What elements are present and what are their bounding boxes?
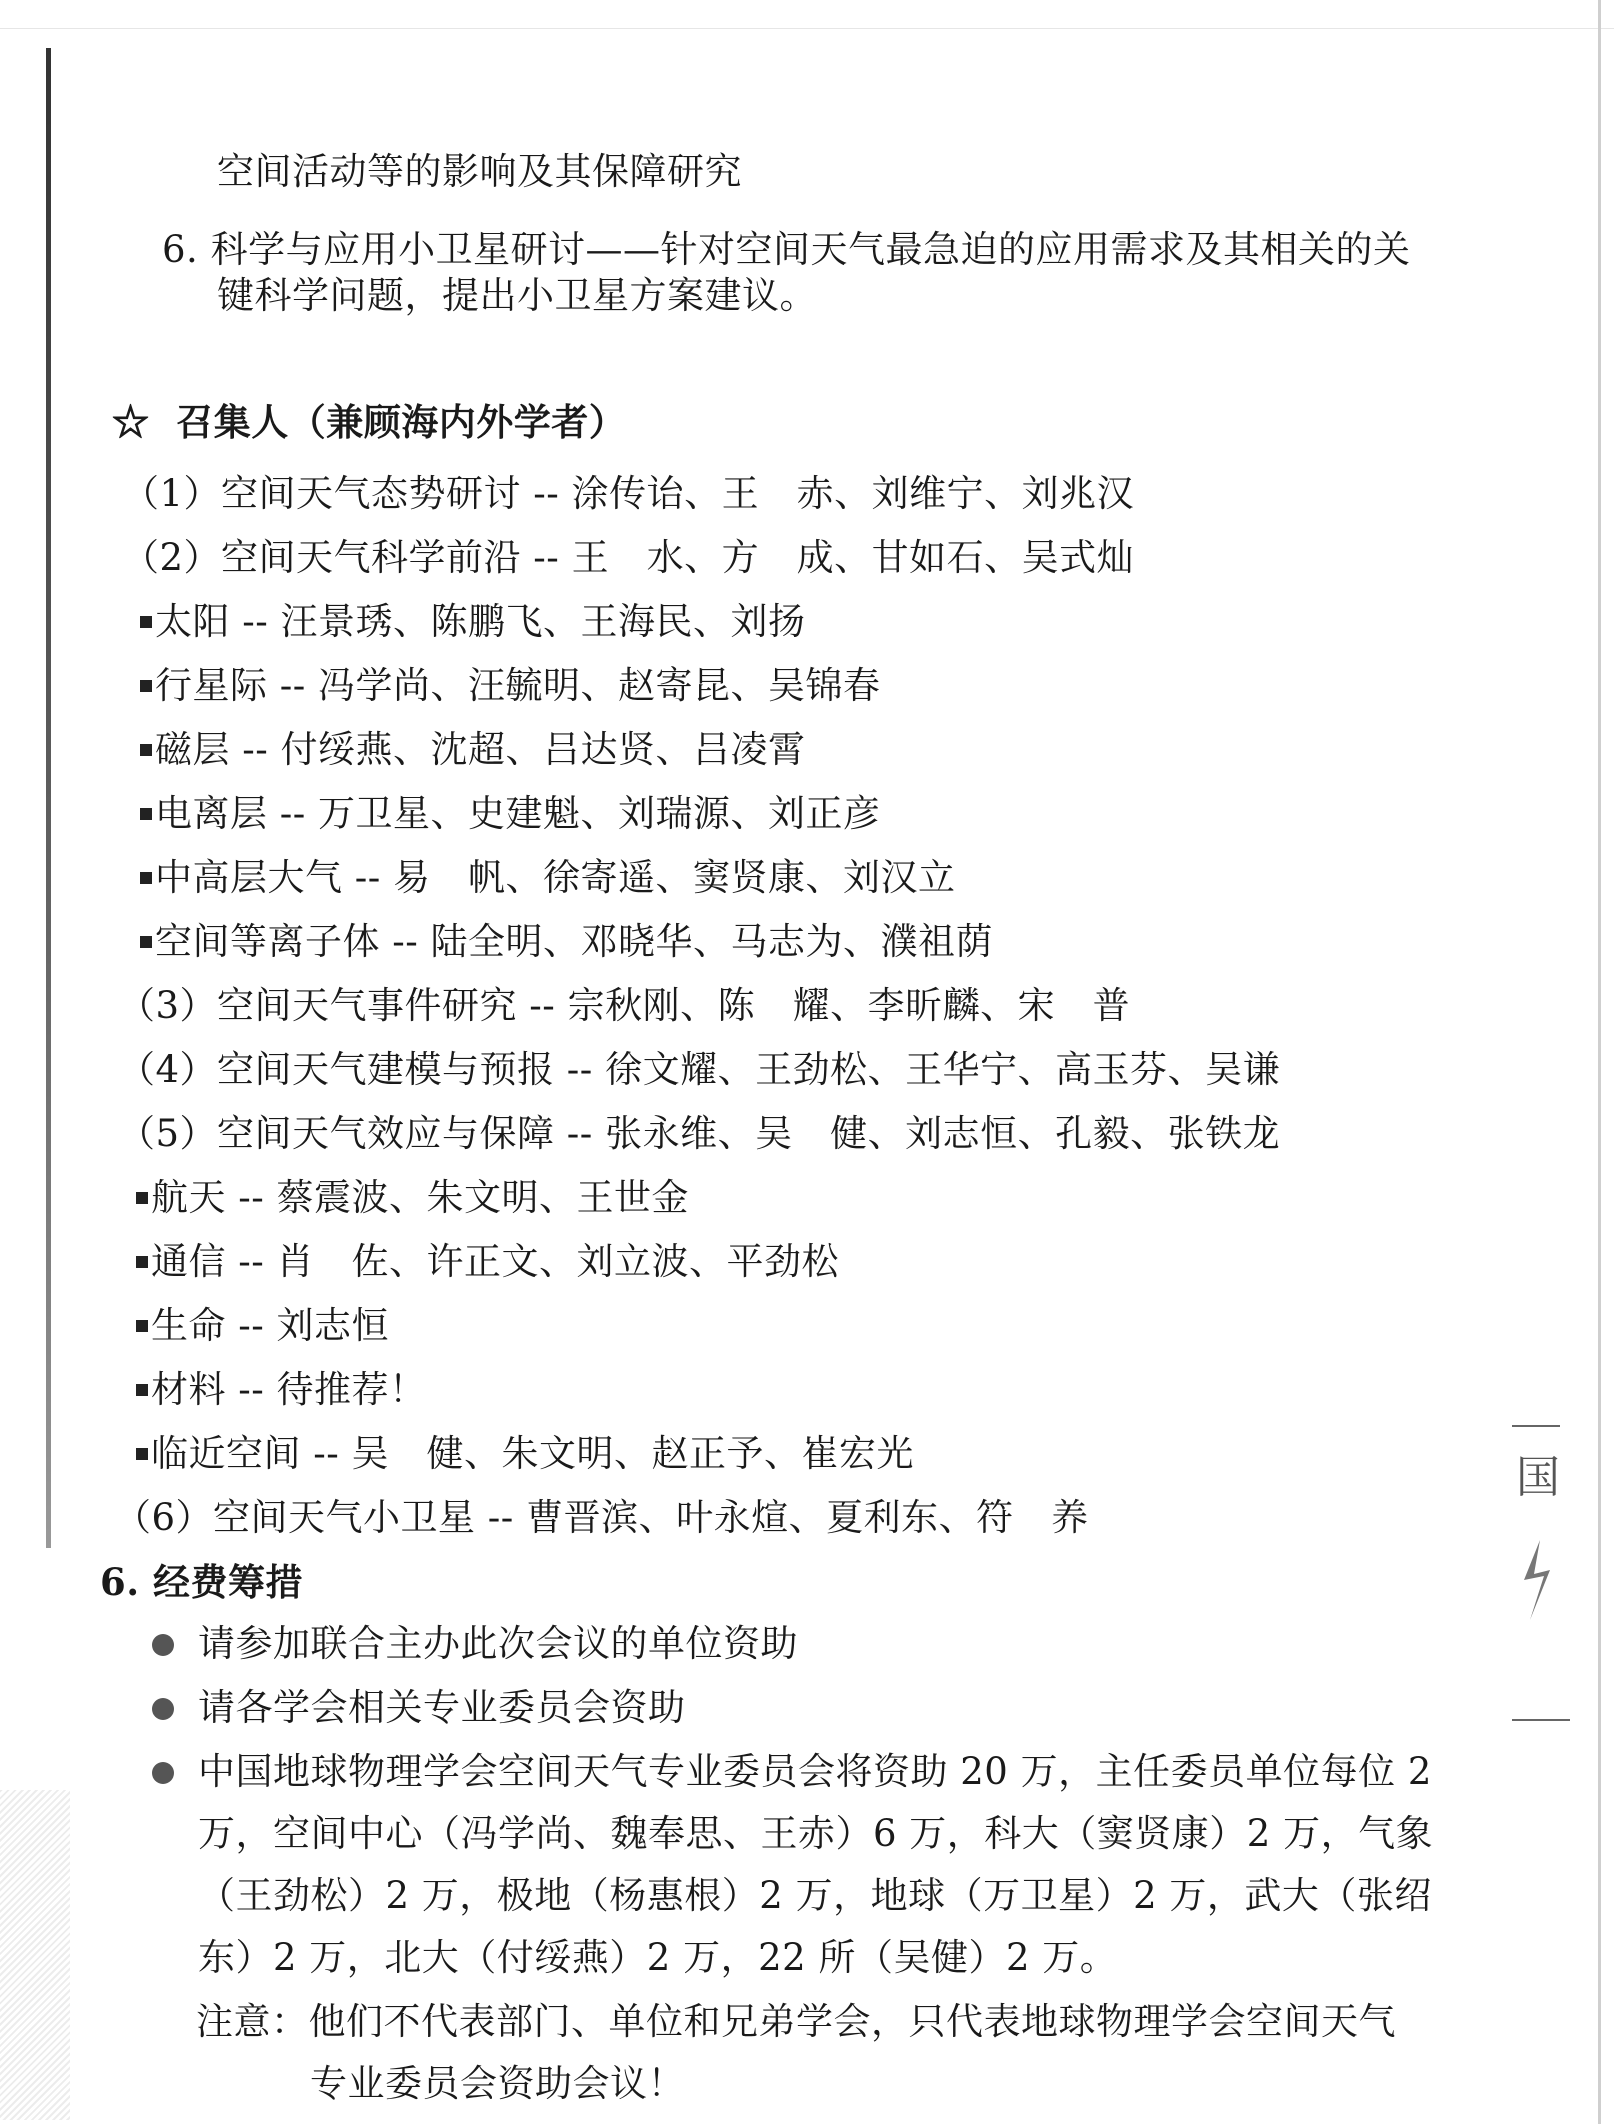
- bullet-square-icon: [136, 1320, 148, 1332]
- scan-top-line: [0, 28, 1614, 29]
- convenor-subitem: 中高层大气 -- 易 帆、徐寄遥、窦贤康、刘汉立: [140, 856, 956, 900]
- bullet-square-icon: [136, 1192, 148, 1204]
- convenor-subitem: 磁层 -- 付绥燕、沈超、吕达贤、吕凌霄: [140, 728, 806, 772]
- scan-noise: [0, 1790, 70, 2120]
- convenor-subitem: 空间等离子体 -- 陆全明、邓晓华、马志为、濮祖荫: [140, 920, 993, 964]
- bullet-dot-icon: [152, 1634, 174, 1656]
- funding-item: 请各学会相关专业委员会资助: [198, 1686, 686, 1729]
- bullet-dot-icon: [152, 1698, 174, 1720]
- convenor-group-3: （3）空间天气事件研究 -- 宗秋刚、陈 耀、李昕麟、宋 普: [118, 984, 1131, 1027]
- bullet-square-icon: [136, 1384, 148, 1396]
- bullet-square-icon: [136, 1448, 148, 1460]
- text-line: 空间活动等的影响及其保障研究: [217, 150, 742, 193]
- convenor-subitem: 航天 -- 蔡震波、朱文明、王世金: [136, 1176, 689, 1220]
- convenor-subitem: 生命 -- 刘志恒: [136, 1304, 389, 1348]
- binding-stamp: [1510, 1420, 1580, 1760]
- bullet-square-icon: [140, 744, 152, 756]
- convenor-subitem: 电离层 -- 万卫星、史建魁、刘瑞源、刘正彦: [140, 792, 881, 836]
- text-line: 键科学问题，提出小卫星方案建议。: [217, 274, 817, 317]
- section-heading-convenors: ☆ 召集人（兼顾海内外学者）: [112, 400, 627, 444]
- convenor-subitem: 通信 -- 肖 佐、许正文、刘立波、平劲松: [136, 1240, 839, 1284]
- funding-note: 专业委员会资助会议！: [310, 2062, 685, 2105]
- funding-item: 请参加联合主办此次会议的单位资助: [198, 1622, 798, 1665]
- convenor-subitem: 行星际 -- 冯学尚、汪毓明、赵寄昆、吴锦春: [140, 664, 881, 708]
- funding-item-detail: 中国地球物理学会空间天气专业委员会将资助 20 万，主任委员单位每位 2: [198, 1750, 1432, 1793]
- convenor-subitem: 太阳 -- 汪景琇、陈鹏飞、王海民、刘扬: [140, 600, 806, 644]
- bullet-dot-icon: [152, 1762, 174, 1784]
- convenor-group-5: （5）空间天气效应与保障 -- 张永维、吴 健、刘志恒、孔毅、张铁龙: [118, 1112, 1281, 1155]
- convenor-group-1: （1）空间天气态势研讨 -- 涂传诒、王 赤、刘维宁、刘兆汉: [122, 472, 1135, 515]
- convenor-subitem: 材料 -- 待推荐！: [136, 1368, 427, 1412]
- stamp-character: 国: [1516, 1452, 1560, 1503]
- funding-note: 注意：他们不代表部门、单位和兄弟学会，只代表地球物理学会空间天气: [196, 2000, 1396, 2043]
- bullet-square-icon: [140, 680, 152, 692]
- convenor-group-2: （2）空间天气科学前沿 -- 王 水、方 成、甘如石、吴式灿: [122, 536, 1135, 579]
- bullet-square-icon: [136, 1256, 148, 1268]
- funding-item-detail: 东）2 万，北大（付绥燕）2 万，22 所（吴健）2 万。: [198, 1936, 1118, 1979]
- convenor-subitem: 临近空间 -- 吴 健、朱文明、赵正予、崔宏光: [136, 1432, 914, 1476]
- list-item-6-title: 6. 科学与应用小卫星研讨——针对空间天气最急迫的应用需求及其相关的关: [162, 228, 1411, 271]
- convenor-group-6: （6）空间天气小卫星 -- 曹晋滨、叶永煊、夏利东、符 养: [114, 1496, 1089, 1539]
- scan-right-edge: [1598, 0, 1601, 2124]
- bullet-square-icon: [140, 936, 152, 948]
- bullet-square-icon: [140, 616, 152, 628]
- scan-left-edge: [46, 48, 51, 1548]
- stamp-shape-icon: [1524, 1540, 1550, 1620]
- bullet-square-icon: [140, 808, 152, 820]
- section-heading-funding: 6. 经费筹措: [100, 1560, 304, 1604]
- funding-item-detail: （王劲松）2 万，极地（杨惠根）2 万，地球（万卫星）2 万，武大（张绍: [198, 1874, 1432, 1917]
- bullet-square-icon: [140, 872, 152, 884]
- convenor-group-4: （4）空间天气建模与预报 -- 徐文耀、王劲松、王华宁、高玉芬、吴谦: [118, 1048, 1281, 1091]
- funding-item-detail: 万，空间中心（冯学尚、魏奉思、王赤）6 万，科大（窦贤康）2 万，气象: [198, 1812, 1434, 1855]
